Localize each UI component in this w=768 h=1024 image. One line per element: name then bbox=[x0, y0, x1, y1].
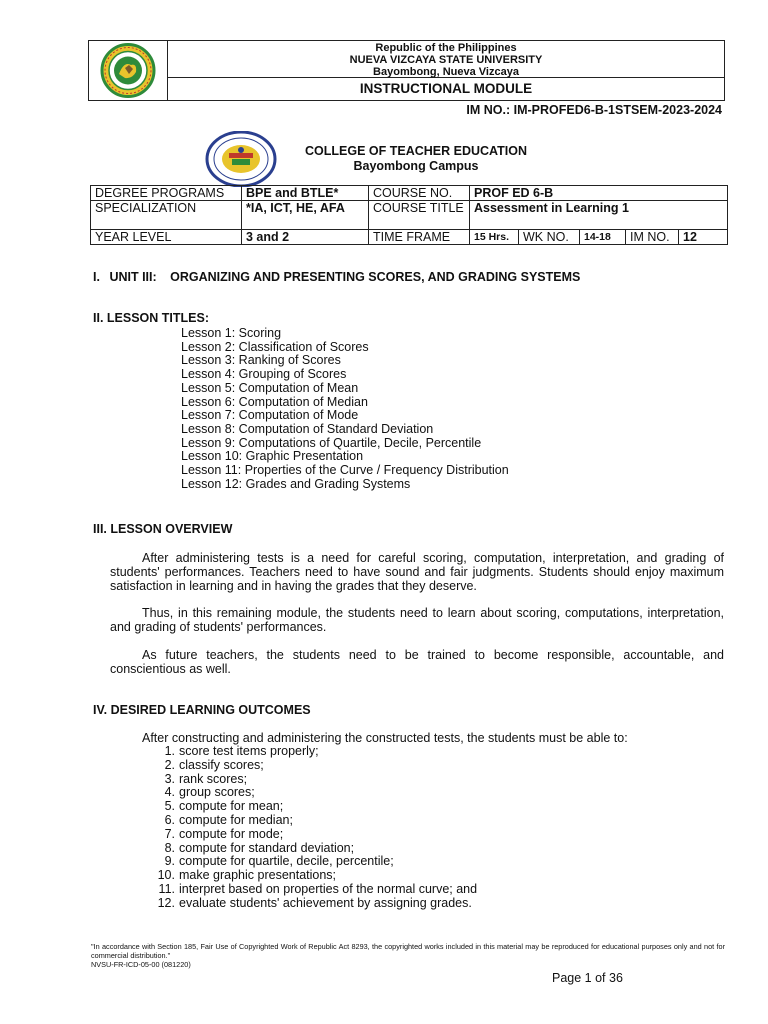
year-value: 3 and 2 bbox=[242, 230, 369, 245]
item-text: compute for mode; bbox=[179, 826, 284, 841]
item-number: 6. bbox=[164, 812, 175, 827]
course-info-table bbox=[90, 185, 728, 245]
copyright-text: "In accordance with Section 185, Fair Use of Copyrighted Work of Republic Act 8293, the copyrighted works included in this material may be reproduced for educational purposes only and not for commercial distribution." bbox=[91, 942, 725, 960]
list-item bbox=[150, 800, 477, 814]
list-item bbox=[150, 855, 477, 869]
list-item: Lesson 12: Grades and Grading Systems bbox=[181, 476, 411, 491]
item-number: 10. bbox=[157, 868, 175, 883]
list-item: Lesson 11: Properties of the Curve / Frequency Distribution bbox=[181, 463, 509, 478]
unit-title: ORGANIZING AND PRESENTING SCORES, AND GRADING SYSTEMS bbox=[170, 270, 581, 284]
item-number: 11. bbox=[158, 881, 175, 896]
degree-value: BPE and BTLE* bbox=[242, 186, 369, 201]
page-number: Page 1 of 36 bbox=[552, 971, 623, 985]
university-seal bbox=[89, 41, 168, 100]
table-row bbox=[91, 230, 728, 245]
list-item: Lesson 4: Grouping of Scores bbox=[181, 367, 347, 382]
outcomes-heading: IV. DESIRED LEARNING OUTCOMES bbox=[93, 703, 311, 717]
college-name: COLLEGE OF TEACHER EDUCATION bbox=[305, 144, 527, 158]
course-title-value: Assessment in Learning 1 bbox=[470, 201, 728, 230]
item-text: compute for median; bbox=[179, 812, 293, 827]
item-text: compute for quartile, decile, percentile; bbox=[179, 854, 394, 869]
list-item: Lesson 1: Scoring bbox=[181, 326, 282, 340]
list-item: Lesson 10: Graphic Presentation bbox=[181, 449, 364, 464]
item-text: interpret based on properties of the normal curve; and bbox=[179, 881, 478, 896]
item-text: classify scores; bbox=[179, 757, 264, 772]
wk-value: 14-18 bbox=[580, 230, 626, 245]
time-label: TIME FRAME bbox=[369, 230, 470, 245]
list-item: Lesson 3: Ranking of Scores bbox=[181, 353, 341, 368]
overview-paragraph-2: Thus, in this remaining module, the students need to learn about scoring, computations, interpretation, and grading of students' performances. bbox=[110, 606, 724, 634]
item-number: 7. bbox=[164, 826, 175, 841]
document-header bbox=[88, 40, 725, 101]
college-campus: Bayombong Campus bbox=[353, 159, 479, 173]
spec-label: SPECIALIZATION bbox=[91, 201, 242, 230]
list-item bbox=[150, 842, 477, 856]
item-number: 8. bbox=[164, 840, 175, 855]
list-item bbox=[150, 828, 477, 842]
list-item bbox=[150, 786, 477, 800]
item-text: evaluate students' achievement by assigning grades. bbox=[179, 895, 472, 910]
overview-heading: III. LESSON OVERVIEW bbox=[93, 522, 233, 536]
form-code: NVSU-FR-ICD-05-00 (081220) bbox=[91, 960, 191, 969]
item-text: compute for mean; bbox=[179, 799, 284, 814]
item-number: 4. bbox=[164, 785, 175, 800]
list-item: Lesson 9: Computations of Quartile, Decile, Percentile bbox=[181, 435, 482, 450]
list-item: Lesson 2: Classification of Scores bbox=[181, 339, 369, 354]
item-text: group scores; bbox=[179, 785, 255, 800]
list-item bbox=[150, 745, 477, 759]
list-item: Lesson 6: Computation of Median bbox=[181, 394, 368, 409]
item-number: 5. bbox=[164, 799, 175, 814]
copyright-notice bbox=[91, 942, 725, 969]
list-item bbox=[150, 897, 477, 911]
college-block bbox=[286, 144, 546, 174]
item-text: score test items properly; bbox=[179, 744, 319, 758]
list-item: Lesson 5: Computation of Mean bbox=[181, 380, 359, 395]
unit-label: UNIT III: bbox=[109, 270, 157, 284]
imno-value: 12 bbox=[679, 230, 728, 245]
outcomes-intro: After constructing and administering the constructed tests, the students must be able to: bbox=[142, 731, 628, 745]
lesson-titles-heading: II. LESSON TITLES: bbox=[93, 311, 209, 325]
item-number: 3. bbox=[164, 771, 175, 786]
item-text: compute for standard deviation; bbox=[179, 840, 355, 855]
list-item bbox=[150, 759, 477, 773]
list-item bbox=[150, 773, 477, 787]
item-text: make graphic presentations; bbox=[179, 868, 337, 883]
header-location: Bayombong, Nueva Vizcaya bbox=[373, 66, 519, 78]
list-item bbox=[150, 883, 477, 897]
item-number: 12. bbox=[157, 895, 175, 910]
item-number: 2. bbox=[164, 757, 175, 772]
outcomes-list bbox=[150, 745, 477, 911]
unit-numeral: I. bbox=[93, 270, 100, 284]
im-number: IM NO.: IM-PROFED6-B-1STSEM-2023-2024 bbox=[466, 103, 722, 117]
course-no-value: PROF ED 6-B bbox=[470, 186, 728, 201]
header-republic: Republic of the Philippines bbox=[375, 42, 517, 54]
item-number: 9. bbox=[164, 854, 175, 869]
lesson-list bbox=[181, 327, 509, 491]
spec-value: *IA, ICT, HE, AFA bbox=[242, 201, 369, 230]
time-value: 15 Hrs. bbox=[470, 230, 519, 245]
year-label: YEAR LEVEL bbox=[91, 230, 242, 245]
item-number: 1. bbox=[164, 744, 175, 758]
overview-paragraph-3: As future teachers, the students need to be trained to become responsible, accountable, and conscientious as well. bbox=[110, 648, 724, 676]
imno-label: IM NO. bbox=[626, 230, 679, 245]
header-text bbox=[168, 41, 724, 78]
module-title: INSTRUCTIONAL MODULE bbox=[359, 81, 533, 96]
table-row bbox=[91, 201, 728, 230]
list-item: Lesson 7: Computation of Mode bbox=[181, 408, 359, 423]
course-title-label: COURSE TITLE bbox=[369, 201, 470, 230]
unit-heading bbox=[93, 270, 580, 284]
degree-label: DEGREE PROGRAMS bbox=[91, 186, 242, 201]
college-logo bbox=[205, 131, 277, 187]
item-text: rank scores; bbox=[179, 771, 248, 786]
list-item: Lesson 8: Computation of Standard Deviation bbox=[181, 421, 434, 436]
list-item bbox=[150, 869, 477, 883]
overview-paragraph-1: After administering tests is a need for careful scoring, computation, interpretation, and grading of students' performances. Teachers need to have sound and fair judgments. Students should enjoy maximum satisfaction in learning and in having the grades that they deserve. bbox=[110, 551, 724, 593]
course-no-label: COURSE NO. bbox=[369, 186, 470, 201]
header-university: NUEVA VIZCAYA STATE UNIVERSITY bbox=[349, 54, 543, 66]
wk-label: WK NO. bbox=[519, 230, 580, 245]
list-item bbox=[150, 814, 477, 828]
table-row bbox=[91, 186, 728, 201]
